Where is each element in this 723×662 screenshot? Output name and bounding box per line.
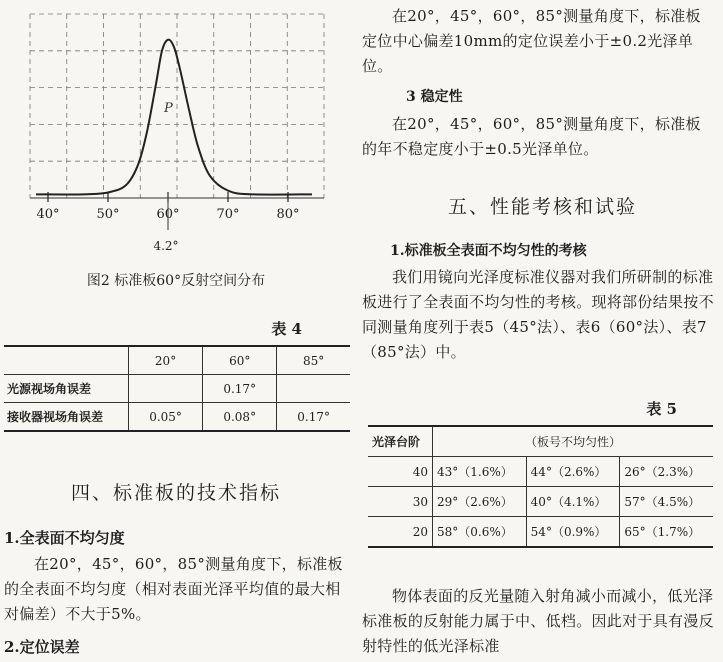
section4-subheading-2: 2.定位误差 xyxy=(4,638,80,656)
stability-paragraph: 在20°，45°，60°，85°测量角度下，标准板的年不稳定度小于±0.5光泽单位。 xyxy=(362,115,701,158)
table-header-cell: 60° xyxy=(203,346,277,375)
table-row xyxy=(4,375,350,403)
table-cell: 44°（2.6%） xyxy=(526,457,620,487)
table-row xyxy=(368,426,713,457)
reflection-paragraph: 物体表面的反光量随入射角减小而减小，低光泽标准板的反射能力属于中、低档。因此对于具有漫反射特性的低光泽标准 xyxy=(362,587,714,655)
x-tick-label: 70° xyxy=(216,207,240,222)
table5 xyxy=(368,425,713,548)
table-cell xyxy=(277,375,350,403)
width-annotation: 4.2° xyxy=(153,239,179,253)
table-cell: 57°（4.5%） xyxy=(620,487,713,517)
table-cell: 0.17° xyxy=(203,375,277,403)
positioning-paragraph: 在20°，45°，60°，85°测量角度下，标准板定位中心偏差10mm的定位误差小于±0.2光泽单位。 xyxy=(362,7,701,75)
right-column xyxy=(362,0,723,662)
section4-title: 四、标准板的技术指标 xyxy=(70,482,281,504)
stability-subheading: 3 稳定性 xyxy=(406,89,463,105)
table-row xyxy=(4,403,350,432)
table-row xyxy=(4,346,350,375)
table-cell: 26°（2.3%） xyxy=(620,457,713,487)
section4-paragraph: 在20°，45°，60°，85°测量角度下，标准板的全表面不均匀度（相对表面光泽平均值的最大相对偏差）不大于5%。 xyxy=(4,555,343,623)
section5-title: 五、性能考核和试验 xyxy=(447,196,637,218)
table-header-cell: 85° xyxy=(277,346,350,375)
chart-grid xyxy=(30,14,324,198)
table-header-cell xyxy=(4,346,129,375)
x-tick-label: 80° xyxy=(276,207,300,222)
table-cell: 65°（1.7%） xyxy=(620,517,713,548)
table4-label: 表 4 xyxy=(271,320,302,338)
table-cell: 40°（4.1%） xyxy=(526,487,620,517)
table-cell: 29°（2.6%） xyxy=(433,487,527,517)
figure-caption: 图2 标准板60°反射空间分布 xyxy=(86,273,266,289)
section5-subheading-1: 1.标准板全表面不均匀性的考核 xyxy=(390,243,587,259)
table-header-cell: （板号不均匀性） xyxy=(433,426,714,457)
table-cell: 0.08° xyxy=(203,403,277,432)
section4-subheading-1: 1.全表面不均匀度 xyxy=(4,529,125,547)
table-header-cell: 光泽台阶 xyxy=(368,426,433,457)
table-cell: 40 xyxy=(368,457,433,487)
table-cell: 光源视场角误差 xyxy=(4,375,129,403)
table4 xyxy=(4,345,350,432)
x-tick-label: 50° xyxy=(96,207,120,222)
reflection-curve xyxy=(36,40,312,195)
table-cell: 0.17° xyxy=(277,403,350,432)
x-tick-label: 60° xyxy=(156,207,180,222)
angular-distribution-chart xyxy=(22,0,332,258)
table-row xyxy=(368,457,713,487)
table-cell: 54°（0.9%） xyxy=(526,517,620,548)
table-cell xyxy=(129,375,203,403)
table-header-cell: 20° xyxy=(129,346,203,375)
table-cell: 20 xyxy=(368,517,433,548)
table-row xyxy=(368,517,713,548)
peak-label: P xyxy=(164,100,173,116)
x-tick-label: 40° xyxy=(36,207,60,222)
table-cell: 0.05° xyxy=(129,403,203,432)
table5-label: 表 5 xyxy=(646,400,677,418)
table-cell: 30 xyxy=(368,487,433,517)
table-cell: 43°（1.6%） xyxy=(433,457,527,487)
table-cell: 58°（0.6%） xyxy=(433,517,527,548)
table-row xyxy=(368,487,713,517)
section5-paragraph: 我们用镜向光泽度标准仪器对我们所研制的标准板进行了全表面不均匀性的考核。现将部份结果按不同测量角度列于表5（45°法）、表6（60°法）、表7（85°法）中。 xyxy=(362,268,714,361)
table-cell: 接收器视场角误差 xyxy=(4,403,129,432)
